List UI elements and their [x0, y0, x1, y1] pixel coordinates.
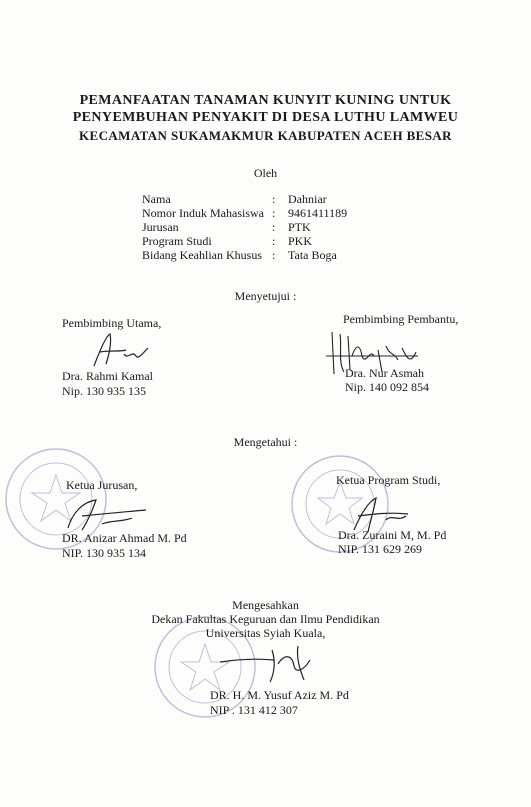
thesis-title-line-2: PENYEMBUHAN PENYAKIT DI DESA LUTHU LAMWEU: [72, 110, 459, 125]
identity-label: Program Studi: [142, 234, 212, 248]
signature-ketua-jurusan: [62, 494, 152, 534]
thesis-title-line-3: KECAMATAN SUKAMAKMUR KABUPATEN ACEH BESAR: [79, 128, 452, 143]
dean-name: DR. H. M. Yusuf Aziz M. Pd: [210, 688, 349, 702]
menyetujui-label: Menyetujui :: [234, 289, 297, 303]
identity-sep: :: [272, 192, 276, 206]
thesis-title-line-1: PEMANFAATAN TANAMAN KUNYIT KUNING UNTUK: [79, 93, 452, 108]
pembimbing-pembantu-role: Pembimbing Pembantu,: [343, 312, 459, 326]
identity-label: Nama: [142, 192, 171, 206]
university-line: Universitas Syiah Kuala,: [205, 626, 326, 640]
pembimbing-utama-name: Dra. Rahmi Kamal: [62, 369, 153, 383]
identity-sep: :: [272, 234, 276, 248]
pembimbing-utama-role: Pembimbing Utama,: [62, 316, 162, 330]
ketua-prodi-nip: NIP. 131 629 269: [338, 542, 423, 556]
identity-sep: :: [272, 220, 276, 234]
signature-pembimbing-utama: [86, 330, 156, 370]
oleh-label: Oleh: [253, 166, 278, 180]
signature-dean: [214, 640, 324, 686]
mengesahkan-label: Mengesahkan: [232, 598, 299, 612]
identity-value: 9461411189: [288, 206, 348, 220]
identity-label: Nomor Induk Mahasiswa: [142, 206, 264, 220]
identity-value: Tata Boga: [288, 248, 337, 262]
identity-label: Jurusan: [142, 220, 179, 234]
mengetahui-label: Mengetahui :: [233, 435, 298, 449]
identity-value: PKK: [288, 234, 313, 248]
pembimbing-utama-nip: Nip. 130 935 135: [62, 384, 146, 398]
ketua-prodi-role: Ketua Program Studi,: [336, 473, 441, 487]
ketua-jurusan-role: Ketua Jurusan,: [66, 478, 138, 492]
identity-sep: :: [272, 248, 276, 262]
ketua-jurusan-nip: NIP. 130 935 134: [62, 546, 147, 560]
pembimbing-pembantu-name: Dra. Nur Asmah: [345, 366, 424, 380]
identity-value: PTK: [288, 220, 311, 234]
identity-sep: :: [272, 206, 276, 220]
dean-nip: NIP . 131 412 307: [210, 703, 298, 717]
identity-value: Dahniar: [288, 192, 327, 206]
identity-label: Bidang Keahlian Khusus: [142, 248, 262, 262]
pembimbing-pembantu-nip: Nip. 140 092 854: [345, 380, 429, 394]
ketua-prodi-name: Dra. Zuraini M, M. Pd: [338, 528, 447, 542]
dean-faculty-line: Dekan Fakultas Keguruan dan Ilmu Pendidikan: [151, 612, 380, 626]
ketua-jurusan-name: DR. Anizar Ahmad M. Pd: [62, 531, 187, 545]
